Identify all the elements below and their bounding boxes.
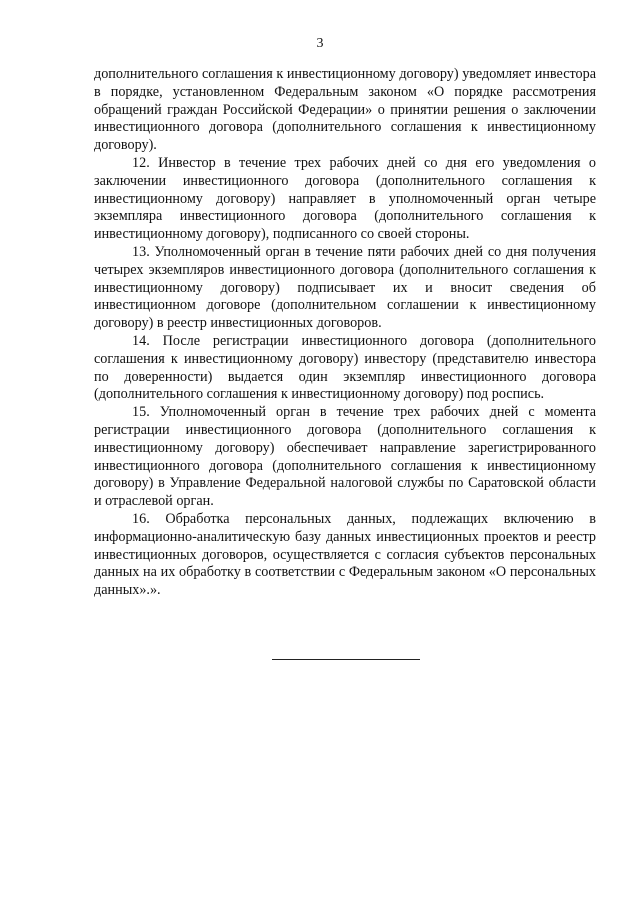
page-number: 3 (316, 36, 324, 51)
end-divider-line (272, 659, 420, 660)
paragraph-14: 14. После регистрации инвестиционного договора (дополнительного соглашения к инвестиционному договору) инвестору (представителю инвестора по доверенности) выдается один экземпляр инвестиционного договора (дополнительного соглашения к инвестиционному договору) под роспись. (94, 332, 596, 403)
paragraph-16: 16. Обработка персональных данных, подлежащих включению в информационно-аналитическую базу данных инвестиционных проектов и реестр инвестиционных договоров, осуществляется с согласия субъектов персональных данных на их обработку в соответствии с Федеральным законом «О персональных данных».». (94, 510, 596, 599)
paragraph-13: 13. Уполномоченный орган в течение пяти рабочих дней со дня получения четырех экземпляров инвестиционного договора (дополнительного соглашения к инвестиционному договору) подписывает их и вносит сведения об инвестиционном договоре (дополнительном соглашении к инвестиционному договору) в реестр инвестиционных договоров. (94, 243, 596, 332)
paragraph-15: 15. Уполномоченный орган в течение трех рабочих дней с момента регистрации инвестиционного договора (дополнительного соглашения к инвестиционному договору) обеспечивает направление зарегистрированного инвестиционного договора (дополнительного соглашения к инвестиционному договору) в Управление Федеральной налоговой службы по Саратовской области и отраслевой орган. (94, 404, 596, 510)
document-body (94, 66, 596, 600)
paragraph-12: 12. Инвестор в течение трех рабочих дней со дня его уведомления о заключении инвестиционного договора (дополнительного соглашения к инвестиционному договору) направляет в уполномоченный орган четыре экземпляра инвестиционного договора (дополнительного соглашения к инвестиционному договору), подписанного со своей стороны. (94, 154, 596, 243)
paragraph-continuation: дополнительного соглашения к инвестиционному договору) уведомляет инвестора в порядке, установленном Федеральным законом «О порядке рассмотрения обращений граждан Российской Федерации» о принятии решения о заключении инвестиционного договора (дополнительного соглашения к инвестиционному договору). (94, 66, 596, 154)
